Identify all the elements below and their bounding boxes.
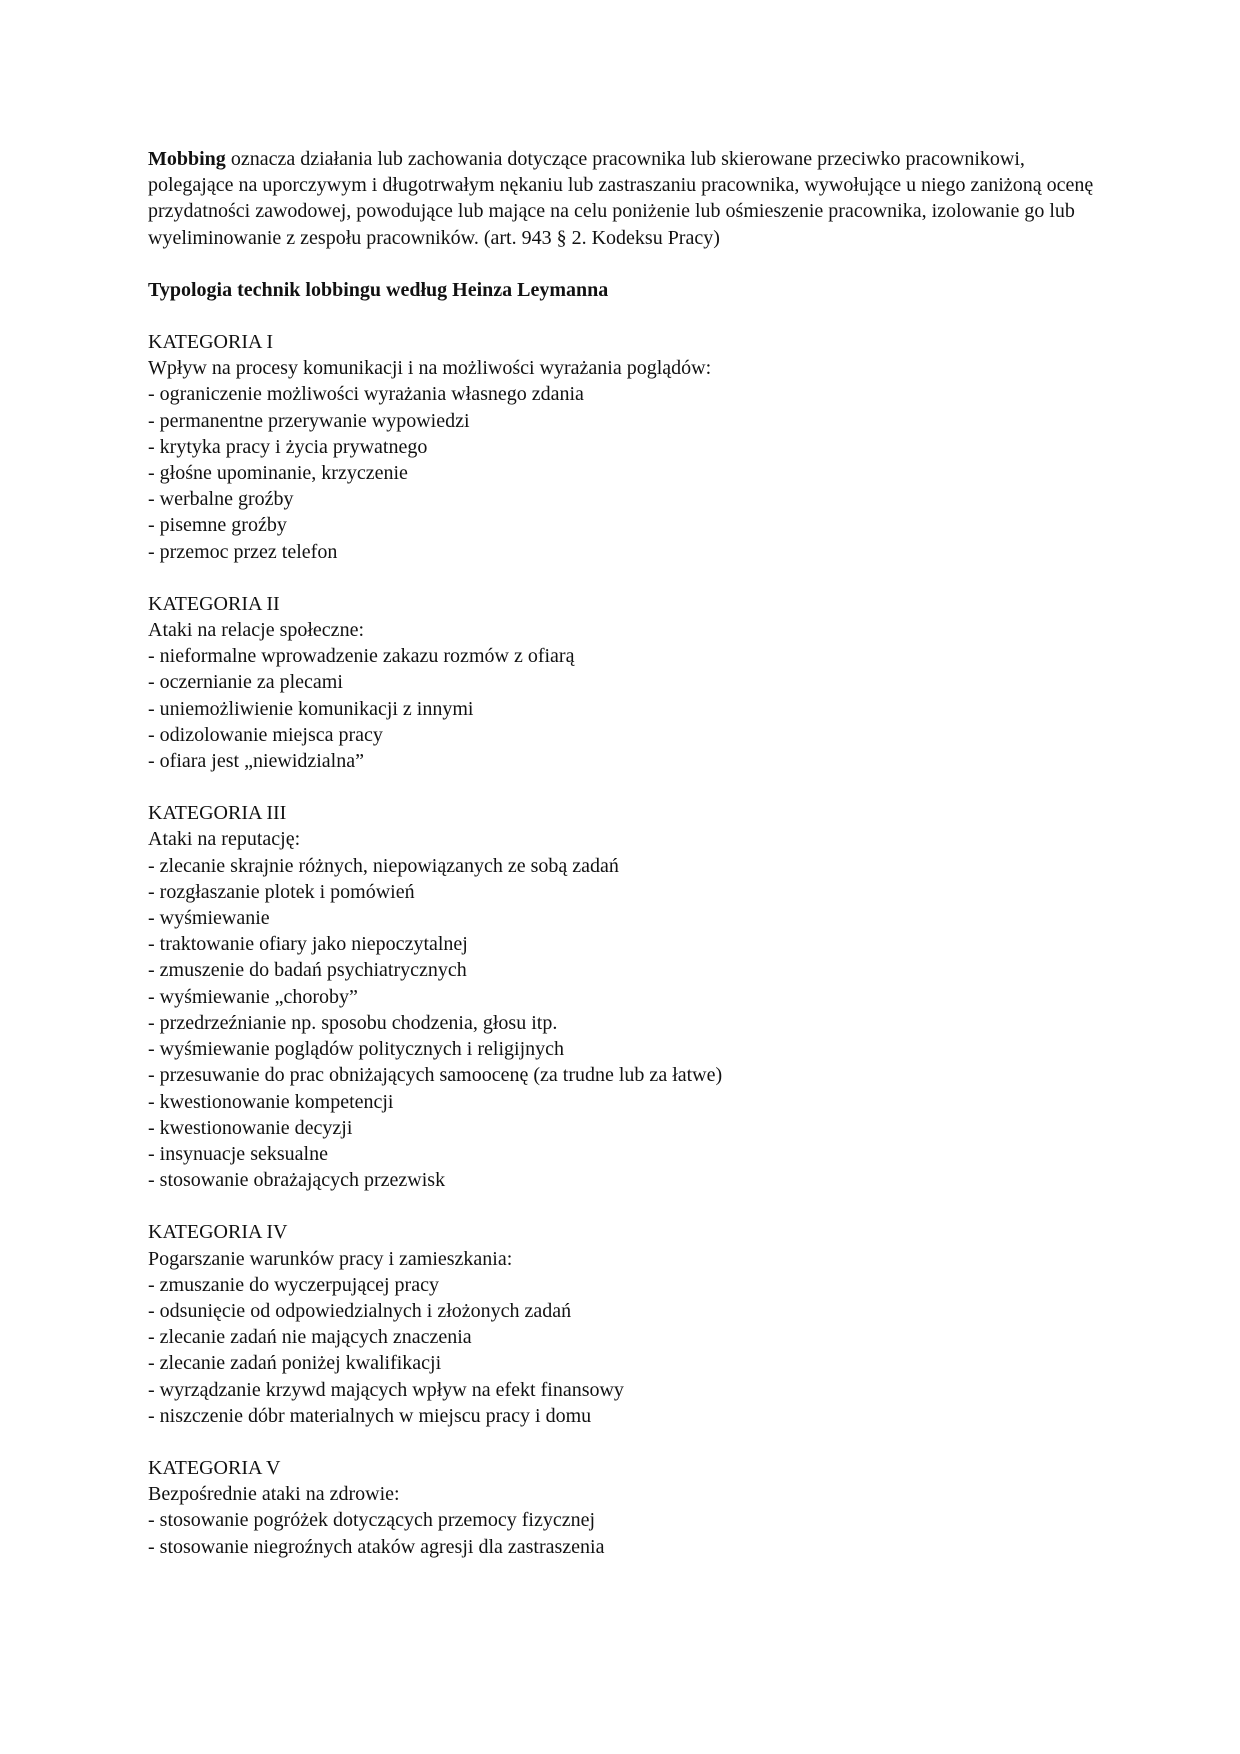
list-item: - przemoc przez telefon: [148, 540, 338, 563]
category-title: KATEGORIA V: [148, 1456, 281, 1479]
list-item: - ofiara jest „niewidzialna”: [148, 750, 364, 773]
list-item: - oczernianie za plecami: [148, 671, 343, 694]
list-item: - nieformalne wprowadzenie zakazu rozmów z ofiarą: [148, 645, 575, 668]
list-item: - stosowanie niegroźnych ataków agresji dla zastraszenia: [148, 1535, 605, 1558]
category-1: [148, 329, 1098, 565]
category-2: [148, 591, 1098, 774]
list-item: - uniemożliwienie komunikacji z innymi: [148, 697, 474, 720]
list-item: - insynuacje seksualne: [148, 1142, 328, 1165]
list-item: - wyrządzanie krzywd mających wpływ na efekt finansowy: [148, 1378, 624, 1401]
list-item: - wyśmiewanie poglądów politycznych i religijnych: [148, 1038, 565, 1061]
list-item: - stosowanie obrażających przezwisk: [148, 1169, 446, 1192]
list-item: - rozgłaszanie plotek i pomówień: [148, 880, 415, 903]
document-page: [148, 146, 1098, 1560]
category-title: KATEGORIA IV: [148, 1221, 288, 1244]
definition-term: Mobbing: [148, 148, 226, 170]
list-item: - zmuszanie do wyczerpującej pracy: [148, 1273, 439, 1296]
category-intro: Pogarszanie warunków pracy i zamieszkania:: [148, 1247, 513, 1270]
definition-paragraph: [148, 146, 1098, 251]
list-item: - niszczenie dóbr materialnych w miejscu pracy i domu: [148, 1404, 592, 1427]
list-item: - wyśmiewanie „choroby”: [148, 985, 358, 1008]
list-item: - przedrzeźnianie np. sposobu chodzenia, głosu itp.: [148, 1011, 558, 1034]
list-item: - zlecanie skrajnie różnych, niepowiązanych ze sobą zadań: [148, 854, 619, 877]
list-item: - przesuwanie do prac obniżających samoocenę (za trudne lub za łatwe): [148, 1064, 723, 1087]
category-intro: Wpływ na procesy komunikacji i na możliwości wyrażania poglądów:: [148, 357, 712, 380]
list-item: - pisemne groźby: [148, 514, 287, 537]
category-intro: Ataki na reputację:: [148, 828, 301, 851]
list-item: - zlecanie zadań nie mających znaczenia: [148, 1326, 472, 1349]
category-title: KATEGORIA III: [148, 802, 287, 825]
list-item: - permanentne przerywanie wypowiedzi: [148, 409, 470, 432]
list-item: - głośne upominanie, krzyczenie: [148, 462, 408, 485]
list-item: - werbalne groźby: [148, 488, 294, 511]
list-item: - zlecanie zadań poniżej kwalifikacji: [148, 1352, 442, 1375]
list-item: - odizolowanie miejsca pracy: [148, 723, 383, 746]
category-intro: Bezpośrednie ataki na zdrowie:: [148, 1483, 400, 1506]
list-item: - stosowanie pogróżek dotyczących przemocy fizycznej: [148, 1509, 596, 1532]
category-title: KATEGORIA I: [148, 331, 273, 354]
typology-heading: Typologia technik lobbingu według Heinza Leymanna: [148, 278, 609, 301]
list-item: - krytyka pracy i życia prywatnego: [148, 435, 428, 458]
category-4: [148, 1219, 1098, 1429]
list-item: - kwestionowanie decyzji: [148, 1116, 353, 1139]
category-3: [148, 800, 1098, 1193]
list-item: - wyśmiewanie: [148, 907, 270, 930]
list-item: - traktowanie ofiary jako niepoczytalnej: [148, 933, 468, 956]
list-item: - ograniczenie możliwości wyrażania własnego zdania: [148, 383, 584, 406]
definition-text: oznacza działania lub zachowania dotyczące pracownika lub skierowane przeciwko pracownikowi, polegające na uporczywym i długotrwałym nękaniu lub zastraszaniu pracownika, wywołujące u niego zaniżoną ocenę przydatności zawodowej, powodujące lub mające na celu poniżenie lub ośmieszenie pracownika, izolowanie go lub wyeliminowanie z zespołu pracowników. (art. 943 § 2. Kodeksu Pracy): [148, 148, 1094, 249]
category-title: KATEGORIA II: [148, 592, 280, 615]
list-item: - kwestionowanie kompetencji: [148, 1090, 394, 1113]
list-item: - zmuszenie do badań psychiatrycznych: [148, 959, 467, 982]
category-5: [148, 1455, 1098, 1560]
category-intro: Ataki na relacje społeczne:: [148, 619, 364, 642]
list-item: - odsunięcie od odpowiedzialnych i złożonych zadań: [148, 1299, 572, 1322]
